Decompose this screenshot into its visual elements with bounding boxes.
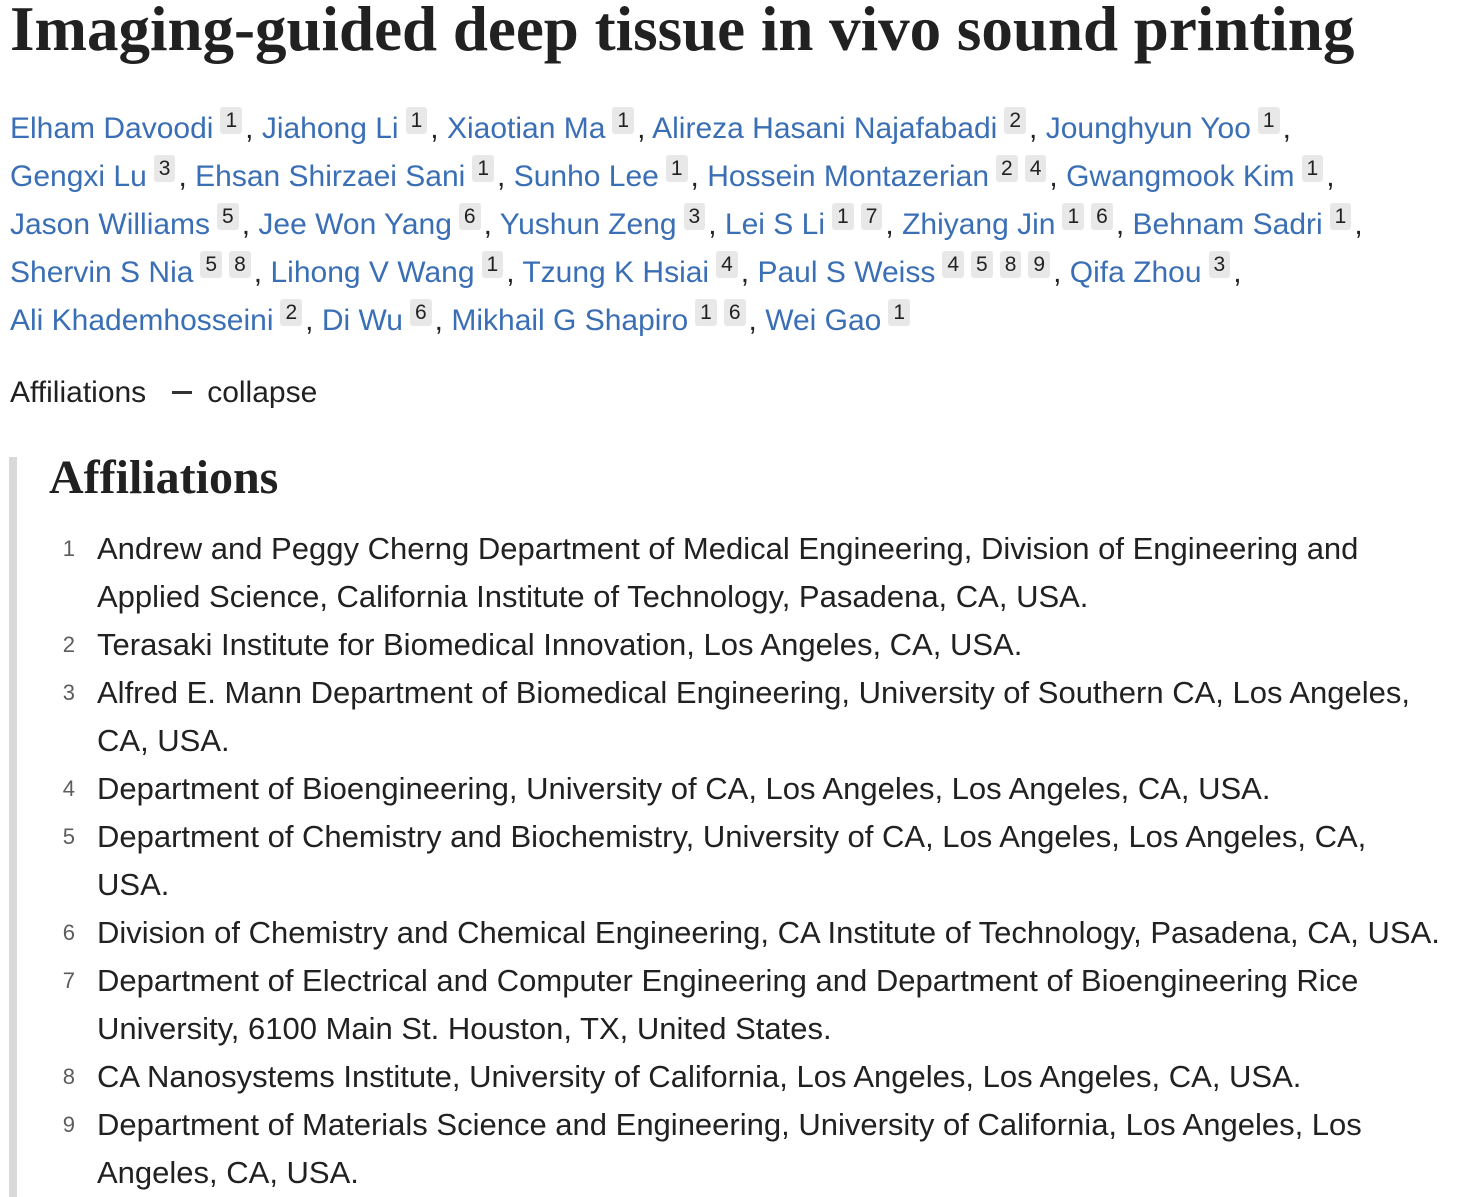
author-line	[10, 153, 1363, 201]
affiliation-number: 9	[62, 1112, 75, 1137]
author-separator: ,	[885, 208, 894, 241]
affiliation-number: 5	[62, 824, 75, 849]
author	[10, 205, 251, 241]
author-separator: ,	[1029, 112, 1038, 145]
author	[652, 109, 1038, 145]
author-name-link[interactable]: Wei Gao	[765, 304, 882, 337]
affiliation-number: 7	[62, 968, 75, 993]
affiliation-ref[interactable]: 8	[1000, 251, 1022, 278]
affiliation-ref[interactable]: 1	[612, 107, 634, 134]
affiliation-ref[interactable]: 2	[280, 299, 302, 326]
author-name-link[interactable]: Qifa Zhou	[1069, 256, 1202, 289]
author	[261, 109, 439, 145]
author-separator: ,	[1053, 256, 1062, 289]
affiliations-toggle	[10, 369, 317, 417]
affiliation-ref[interactable]: 1	[482, 251, 504, 278]
author-separator: ,	[497, 160, 506, 193]
affiliation-item	[17, 909, 1457, 957]
author	[1132, 205, 1363, 241]
affiliation-ref[interactable]: 1	[832, 203, 854, 230]
author	[321, 301, 444, 337]
author-separator: ,	[1049, 160, 1058, 193]
author-line	[10, 201, 1363, 249]
affiliation-ref[interactable]: 6	[410, 299, 432, 326]
author	[10, 301, 314, 337]
author-name-link[interactable]: Zhiyang Jin	[902, 208, 1056, 241]
collapse-label: collapse	[207, 376, 318, 409]
author-separator: ,	[253, 256, 263, 289]
affiliation-ref[interactable]: 4	[942, 251, 964, 278]
author	[195, 157, 506, 193]
affiliation-text: Alfred E. Mann Department of Biomedical Engineering, University of Southern CA, Los Angeles, CA, USA.	[97, 675, 1411, 758]
author	[707, 157, 1058, 193]
author-separator: ,	[305, 304, 314, 337]
author-name-link[interactable]: Jason Williams	[10, 208, 211, 241]
author-separator: ,	[506, 256, 515, 289]
authors-list	[10, 105, 1363, 345]
article-title: Imaging-guided deep tissue in vivo sound printing	[10, 0, 1355, 64]
author-separator: ,	[740, 256, 750, 289]
affiliation-ref[interactable]: 3	[1209, 251, 1231, 278]
author	[765, 301, 910, 337]
affiliation-text: Department of Bioengineering, University of CA, Los Angeles, Los Angeles, CA, USA.	[97, 771, 1271, 806]
author	[522, 253, 750, 289]
affiliation-ref[interactable]: 9	[1028, 251, 1050, 278]
author	[446, 109, 646, 145]
author	[10, 253, 263, 289]
affiliation-number: 2	[62, 632, 75, 657]
author-name-link[interactable]: Alireza Hasani Najafabadi	[652, 112, 998, 145]
affiliations-panel	[9, 451, 1465, 1197]
author-name-link[interactable]: Jiahong Li	[261, 112, 399, 145]
affiliation-ref[interactable]: 2	[996, 155, 1018, 182]
affiliation-number: 6	[62, 920, 75, 945]
author	[10, 157, 187, 193]
affiliation-item	[17, 669, 1457, 765]
author-separator: ,	[245, 112, 254, 145]
author-name-link[interactable]: Behnam Sadri	[1132, 208, 1323, 241]
affiliation-ref[interactable]: 1	[695, 299, 717, 326]
author-name-link[interactable]: Yushun Zeng	[499, 208, 677, 241]
affiliation-ref[interactable]: 2	[1004, 107, 1026, 134]
affiliation-text: Terasaki Institute for Biomedical Innovation, Los Angeles, CA, USA.	[97, 627, 1023, 662]
affiliation-ref[interactable]: 1	[666, 155, 688, 182]
affiliation-item	[17, 813, 1457, 909]
author-name-link[interactable]: Jounghyun Yoo	[1045, 112, 1251, 145]
affiliation-item	[17, 621, 1457, 669]
affiliation-item	[17, 765, 1457, 813]
author	[1066, 157, 1335, 193]
author-name-link[interactable]: Lihong V Wang	[270, 256, 475, 289]
affiliation-ref[interactable]: 1	[888, 299, 910, 326]
author-separator: ,	[430, 112, 439, 145]
affiliations-toggle-label: Affiliations	[10, 376, 147, 409]
author	[724, 205, 894, 241]
author	[902, 205, 1125, 241]
author-separator: ,	[690, 160, 699, 193]
affiliation-number: 1	[62, 536, 75, 561]
author-separator: ,	[483, 208, 492, 241]
author-separator: ,	[1115, 208, 1125, 241]
author-name-link[interactable]: Sunho Lee	[513, 160, 659, 193]
author-name-link[interactable]: Xiaotian Ma	[446, 112, 606, 145]
author-separator: ,	[434, 304, 444, 337]
author	[451, 301, 757, 337]
affiliation-text: Andrew and Peggy Cherng Department of Medical Engineering, Division of Engineering and Applied Science, California Institute of Technology, Pasadena, CA, USA.	[97, 531, 1359, 614]
author	[757, 253, 1062, 289]
author-name-link[interactable]: Di Wu	[321, 304, 403, 337]
affiliation-ref[interactable]: 6	[724, 299, 746, 326]
affiliation-ref[interactable]: 1	[1062, 203, 1084, 230]
affiliations-heading: Affiliations	[49, 451, 279, 504]
affiliation-ref[interactable]: 3	[154, 155, 176, 182]
author-name-link[interactable]: Ehsan Shirzaei Sani	[195, 160, 466, 193]
author-line	[10, 105, 1363, 153]
author-separator: ,	[1354, 208, 1363, 241]
affiliation-ref[interactable]: 1	[472, 155, 494, 182]
affiliation-ref[interactable]: 1	[220, 107, 242, 134]
affiliation-ref[interactable]: 7	[861, 203, 883, 230]
affiliation-ref[interactable]: 5	[200, 251, 222, 278]
author-name-link[interactable]: Hossein Montazerian	[707, 160, 990, 193]
minus-icon	[172, 391, 192, 394]
author-name-link[interactable]: Gengxi Lu	[10, 160, 147, 193]
affiliation-ref[interactable]: 4	[716, 251, 738, 278]
affiliation-number: 8	[62, 1064, 75, 1089]
affiliation-ref[interactable]: 5	[971, 251, 993, 278]
author-name-link[interactable]: Tzung K Hsiai	[522, 256, 710, 289]
author-name-link[interactable]: Jee Won Yang	[258, 208, 452, 241]
affiliation-text: Department of Electrical and Computer Engineering and Department of Bioengineering Rice University, 6100 Main St. Houston, TX, United States.	[97, 963, 1359, 1046]
affiliation-text: Division of Chemistry and Chemical Engineering, CA Institute of Technology, Pasadena, CA, USA.	[97, 915, 1440, 950]
author	[10, 109, 254, 145]
affiliation-ref[interactable]: 5	[217, 203, 239, 230]
author	[499, 205, 717, 241]
author-separator: ,	[708, 208, 717, 241]
author-name-link[interactable]: Paul S Weiss	[757, 256, 936, 289]
author	[258, 205, 492, 241]
author-separator: ,	[748, 304, 757, 337]
affiliation-ref[interactable]: 1	[1330, 203, 1352, 230]
author-separator: ,	[637, 112, 646, 145]
affiliation-number: 3	[62, 680, 75, 705]
affiliation-ref[interactable]: 4	[1025, 155, 1047, 182]
author-line	[10, 249, 1363, 297]
author-name-link[interactable]: Gwangmook Kim	[1066, 160, 1295, 193]
affiliation-ref[interactable]: 1	[1258, 107, 1280, 134]
affiliation-ref[interactable]: 1	[1302, 155, 1324, 182]
author-line	[10, 297, 1363, 345]
collapse-button[interactable]	[172, 369, 317, 417]
affiliation-ref[interactable]: 1	[406, 107, 428, 134]
author-separator: ,	[1282, 112, 1291, 145]
author-separator: ,	[241, 208, 251, 241]
author-name-link[interactable]: Elham Davoodi	[10, 112, 214, 145]
affiliation-item	[17, 1101, 1457, 1197]
affiliation-ref[interactable]: 8	[229, 251, 251, 278]
author	[1069, 253, 1242, 289]
affiliations-list	[17, 525, 1457, 1197]
author-name-link[interactable]: Lei S Li	[724, 208, 825, 241]
affiliation-item	[17, 525, 1457, 621]
affiliation-text: CA Nanosystems Institute, University of California, Los Angeles, Los Angeles, CA, USA.	[97, 1059, 1302, 1094]
author	[1045, 109, 1291, 145]
author	[513, 157, 699, 193]
affiliation-ref[interactable]: 3	[684, 203, 706, 230]
affiliation-item	[17, 957, 1457, 1053]
author-separator: ,	[178, 160, 187, 193]
affiliation-item	[17, 1053, 1457, 1101]
author-separator: ,	[1233, 256, 1242, 289]
author-name-link[interactable]: Mikhail G Shapiro	[451, 304, 689, 337]
affiliation-text: Department of Chemistry and Biochemistry, University of CA, Los Angeles, Los Angeles, CA, USA.	[97, 819, 1367, 902]
affiliation-text: Department of Materials Science and Engineering, University of California, Los Angeles, Los Angeles, CA, USA.	[97, 1107, 1362, 1190]
affiliation-ref[interactable]: 6	[1091, 203, 1113, 230]
author	[270, 253, 515, 289]
affiliation-number: 4	[62, 776, 75, 801]
author-separator: ,	[1326, 160, 1335, 193]
author-name-link[interactable]: Ali Khademhosseini	[10, 304, 274, 337]
author-name-link[interactable]: Shervin S Nia	[10, 256, 194, 289]
affiliation-ref[interactable]: 6	[459, 203, 481, 230]
